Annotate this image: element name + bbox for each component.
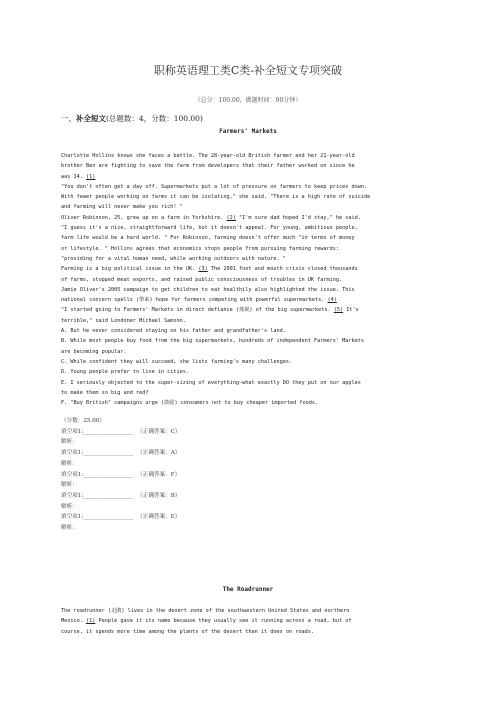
article-line: Oliver Robinson, 25, grew up on a farm in Yorkshire. (2) "I'm sure dad hoped I'd stay," he said. (61, 214, 361, 221)
analysis: 解析： (61, 482, 78, 489)
article-2-title: The Roadrunner (222, 586, 274, 593)
answer-row: 填空项1:__________________ （正确答案：A） (61, 450, 181, 457)
blank-5: (5) (333, 307, 344, 314)
article-line: With fewer people working on farms it can be isolating," she said. "There is a high rate of suicide (61, 194, 371, 201)
article-line: "providing for a vital human need, while working outdoors with nature. " (61, 255, 286, 262)
blank-4: (4) (327, 297, 337, 304)
article-line: was 14. (1) (61, 173, 96, 180)
answer-row: 填空项1:__________________ （正确答案：E） (61, 514, 181, 521)
answer-row: 填空项1:__________________ （正确答案：B） (61, 492, 181, 499)
article-line: national concern spells (带来) hope for farmers competing with powerful supermarkets. (4) (61, 297, 337, 304)
blank-3: (3) (198, 266, 208, 273)
option-b: B. While most people buy food from the big supermarkets, hundreds of independent Farmers' Markets (61, 338, 364, 345)
score: （分数：25.00） (61, 418, 105, 424)
article-line: "You don't often get a day off. Supermarkets put a lot of pressure on farmers to keep prices down. (61, 183, 368, 190)
article-2-body (61, 606, 441, 637)
article-line: or lifestyle. " Hollins agrees that economics stops people from pursuing farming rewards: (61, 245, 339, 252)
article-1-title: Farmers' Markets (219, 128, 277, 135)
section-heading (61, 113, 203, 124)
analysis: 解析： (61, 525, 78, 532)
option-a: A. But he never considered staying on his father and grandfather's land. (61, 328, 286, 335)
article-line: Farming is a big political issue in the UK. (3) The 2001 foot and mouth crisis closed thousands (61, 266, 358, 273)
answer-block (61, 416, 441, 534)
blank-1: (1) (86, 173, 96, 180)
article-line: The roadrunner (走鹃) lives in the desert zone of the southwestern United States and northern (61, 608, 350, 614)
article-line: of farms, stopped meat exports, and raised public consciousness of troubles in UK farming. (61, 276, 343, 283)
answer-row: 填空项1:__________________ （正确答案：C） (61, 428, 181, 435)
article-1-body (61, 151, 441, 408)
option-d: D. Young people prefer to live in cities. (61, 369, 190, 376)
article-line: Mexico. (1) People gave it its name because they usually see it running across a road, but of (61, 618, 352, 625)
document-title: 职称英语理工类C类-补全短文专项突破 (153, 64, 343, 77)
article-line: "I guess it's a nice, straightforward life, but it doesn't appeal. For young, ambitious people, (61, 225, 358, 232)
section-number: 一、 (61, 114, 76, 123)
section-detail: (总题数：4，分数：100.00) (106, 114, 203, 123)
option-e: E. I seriously objected to the super-sizing of everything—what exactly DO they put on our apples (61, 379, 361, 386)
article-line: course, it spends more time among the plants of the desert than it does on roads. (61, 628, 314, 635)
analysis: 解析： (61, 460, 78, 467)
article-line: terrible," said Londoner Michael Samson. (61, 317, 186, 324)
blank-2: (2) (226, 214, 236, 221)
article-line: Charlotte Hollins knows she faces a battle. The 28-year-old British farmer and her 21-year-old (61, 153, 355, 159)
document-meta: （总分：100.00，做题时间：90分钟） (194, 97, 302, 104)
article-line: brother Ben are fighting to save the farm from developers that their father worked on since he (61, 163, 355, 170)
section-name: 补全短文 (76, 114, 106, 123)
option-e-cont: to make them so big and red? (61, 389, 149, 396)
article-line: and farming will never make you rich! " (61, 204, 183, 211)
article-line: farm life would be a hard world. " For Robinson, farming doesn't offer much "in terms of money (61, 235, 355, 242)
analysis: 解析： (61, 503, 78, 510)
article-line: Jamie Oliver's 2005 campaign to get children to eat healthily also highlighted the issue. This (61, 286, 355, 293)
option-b-cont: are becoming popular. (61, 348, 127, 355)
article-line: "I started going to Farmers' Markets in direct defiance (蔑视) of the big supermarkets. (5) It's (61, 307, 359, 314)
option-c: C. While confident they will succeed, she lists farming's many challenges. (61, 358, 293, 365)
option-f: F. "Buy British" campaigns urge (鼓励) consumers not to buy cheaper imported foods. (61, 400, 319, 407)
blank-1: (1) (86, 618, 96, 625)
analysis: 解析： (61, 439, 78, 446)
answer-row: 填空项1:__________________ （正确答案：F） (61, 471, 181, 478)
